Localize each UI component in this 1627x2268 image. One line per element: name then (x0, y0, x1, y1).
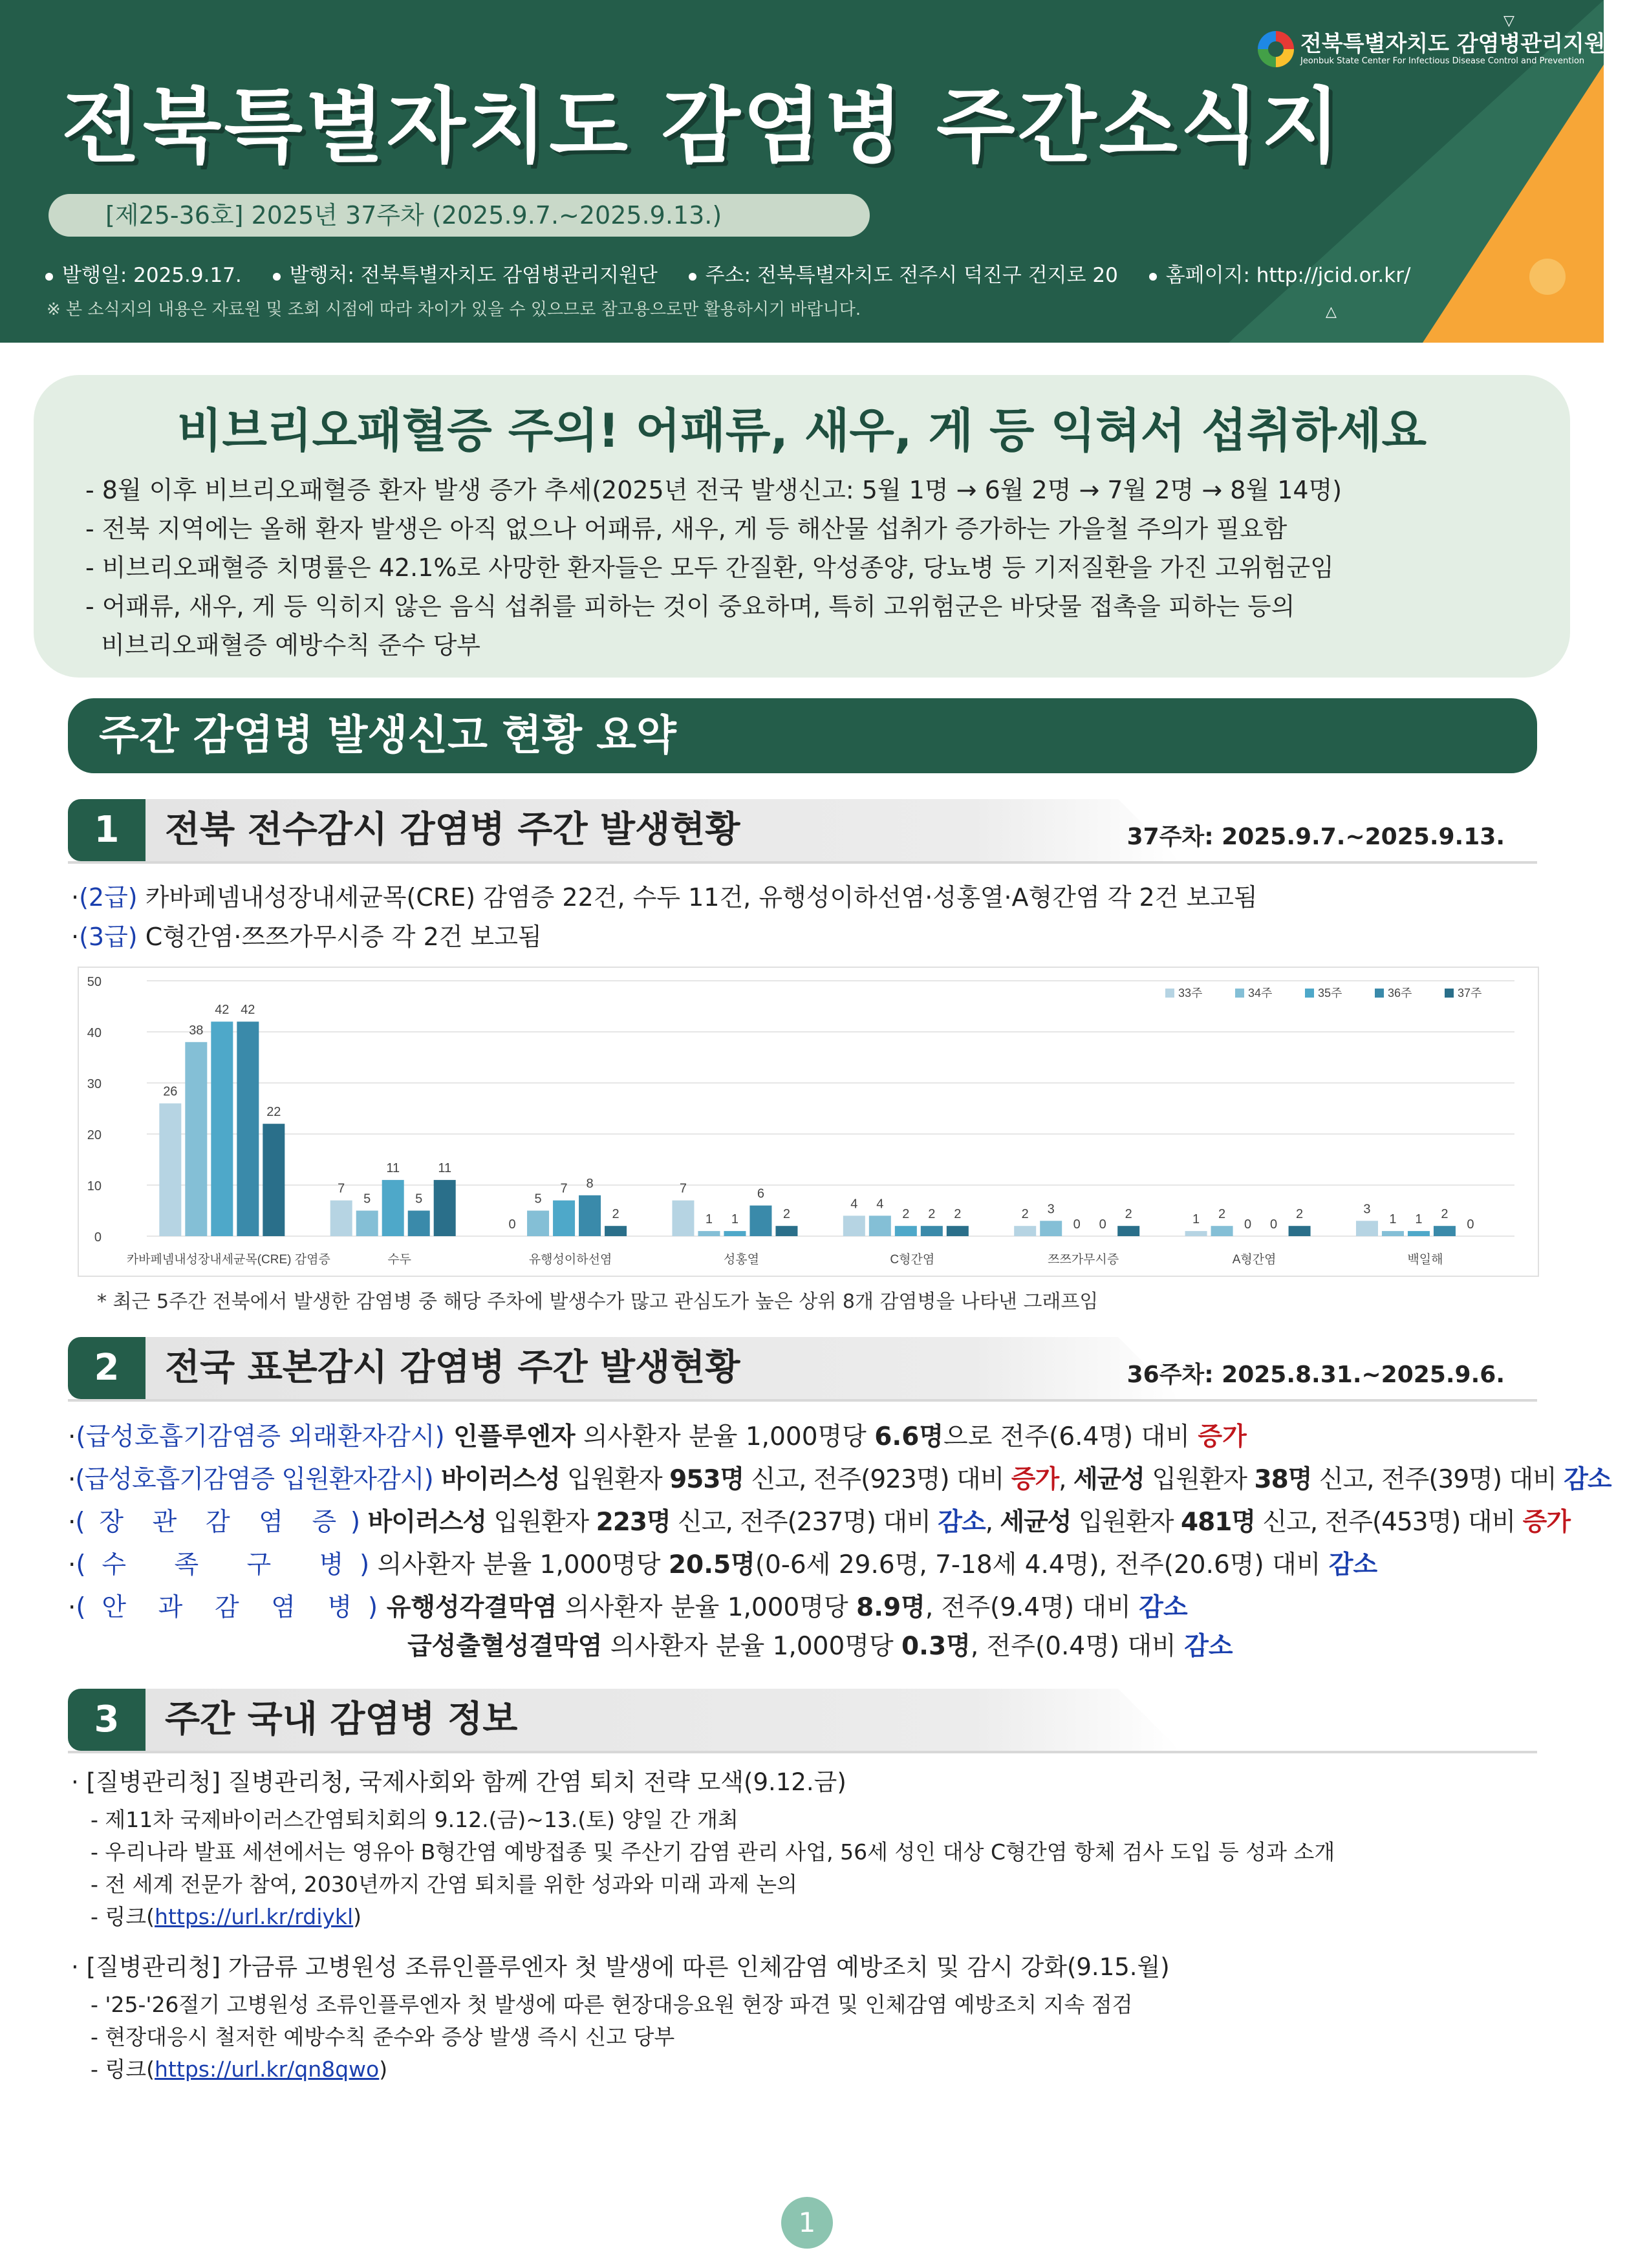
alert-list (85, 471, 1342, 665)
surveillance-tag: ( 수 족 구 병 ) (76, 1550, 370, 1579)
y-tick-label: 40 (87, 1026, 102, 1040)
bar-value-label: 2 (612, 1207, 620, 1222)
chart-bar (749, 1206, 771, 1236)
section-3-header (68, 1689, 1537, 1751)
chart-bar (1408, 1231, 1430, 1236)
legend-swatch (1305, 989, 1314, 998)
legend-label: 35주 (1318, 987, 1342, 1000)
x-category-label: 백일해 (1407, 1253, 1443, 1267)
bar-value-label: 2 (782, 1207, 791, 1222)
news-2-headline: · [질병관리청] 가금류 고병원성 조류인플루엔자 첫 발생에 따른 인체감염 예방조치 및 감시 강화(9.15.월) (71, 1953, 1170, 1981)
section-number: 2 (68, 1337, 145, 1399)
bar-value-label: 11 (386, 1161, 400, 1176)
chart-bar (895, 1226, 917, 1236)
chart-bar (1014, 1226, 1036, 1236)
trend-increase: 증가 (1011, 1465, 1059, 1494)
legend-swatch (1375, 989, 1384, 998)
section-week: 37주차: 2025.9.7.~2025.9.13. (1126, 824, 1505, 850)
bar-value-label: 8 (586, 1176, 594, 1191)
surveillance-tag: (급성호흡기감염증 입원환자감시) (75, 1465, 433, 1494)
x-category-label: C형간염 (890, 1253, 935, 1267)
chart-bar (672, 1201, 694, 1236)
weekly-cases-bar-chart (78, 967, 1539, 1277)
bar-value-label: 5 (534, 1192, 542, 1206)
chart-footnote: * 최근 5주간 전북에서 발생한 감염병 중 해당 주차에 발생수가 많고 관심도가 높은 상위 8개 감염병을 나타낸 그래프임 (97, 1290, 1099, 1313)
grade-2-tag: (2급) (79, 883, 138, 912)
bar-value-label: 42 (241, 1003, 255, 1018)
chart-bar (1289, 1226, 1311, 1236)
chart-bar (330, 1201, 352, 1236)
header-orange-decoration (1423, 65, 1604, 343)
section-2-header (68, 1337, 1537, 1399)
surveillance-tag: ( 안 과 감 염 병 ) (76, 1593, 378, 1622)
surveillance-row-eye: ·( 안 과 감 염 병 ) 유행성각결막염 의사환자 분율 1,000명당 8.9명, 전주(9.4명) 대비 감소 (68, 1590, 1188, 1625)
header-circle-decoration (1529, 259, 1566, 295)
bar-value-label: 0 (1099, 1217, 1106, 1232)
bar-value-label: 7 (338, 1181, 345, 1196)
x-category-label: 카바페넴내성장내세균목(CRE) 감염증 (126, 1253, 330, 1267)
news-2-link-line: - 링크(https://url.kr/qn8qwo) (91, 2057, 388, 2082)
section-title: 전북 전수감시 감염병 주간 발생현황 (165, 809, 740, 851)
bar-value-label: 0 (1270, 1217, 1278, 1232)
bar-value-label: 5 (363, 1192, 371, 1206)
section-1-header (68, 799, 1537, 861)
meta-homepage (1149, 264, 1411, 287)
bar-value-label: 2 (902, 1207, 910, 1222)
bar-value-label: 7 (679, 1181, 687, 1196)
chart-bar (553, 1201, 575, 1236)
surveillance-row-respiratory-inpatient: ·(급성호흡기감염증 입원환자감시) 바이러스성 입원환자 953명 신고, 전주(923명) 대비 증가, 세균성 입원환자 38명 신고, 전주(39명) 대비 감소 (68, 1462, 1611, 1497)
news-1-link-line: - 링크(https://url.kr/rdiykl) (91, 1904, 362, 1929)
news-2-item: - '25-'26절기 고병원성 조류인플루엔자 첫 발생에 따른 현장대응요원 현장 파견 및 인체감염 예방조치 지속 점검 (91, 1992, 1133, 2017)
legend-swatch (1445, 989, 1454, 998)
bar-value-label: 4 (850, 1197, 858, 1212)
chart-bar (869, 1215, 891, 1236)
section-week: 36주차: 2025.8.31.~2025.9.6. (1126, 1362, 1505, 1388)
page-number: 1 (781, 2197, 833, 2249)
legend-label: 37주 (1458, 987, 1482, 1000)
chart-bar (698, 1231, 720, 1236)
chart-bar (185, 1042, 207, 1236)
trend-decrease: 감소 (1328, 1550, 1378, 1579)
bar-value-label: 1 (731, 1212, 739, 1227)
bar-value-label: 1 (1415, 1212, 1423, 1227)
news-1-link[interactable]: https://url.kr/rdiykl (155, 1904, 354, 1929)
chart-bar (159, 1104, 181, 1236)
chart-bar (579, 1195, 601, 1236)
section-underline (68, 1751, 1537, 1753)
bar-value-label: 0 (1467, 1217, 1474, 1232)
section-number: 1 (68, 799, 145, 861)
chart-bar (947, 1226, 969, 1236)
bar-value-label: 22 (266, 1105, 281, 1120)
chart-bar (263, 1124, 285, 1236)
news-1-item: - 전 세계 전문가 참여, 2030년까지 간염 퇴치를 위한 성과와 미래 과제 논의 (91, 1872, 797, 1897)
trend-decrease: 감소 (938, 1508, 986, 1537)
sec1-line-2: ·(3급) C형간염·쯔쯔가무시증 각 2건 보고됨 (71, 923, 542, 951)
grade-2-text: 카바페넴내성장내세균목(CRE) 감염증 22건, 수두 11건, 유행성이하선염·성홍열·A형간염 각 2건 보고됨 (137, 883, 1258, 912)
surveillance-row-influenza: ·(급성호흡기감염증 외래환자감시) 인플루엔자 의사환자 분율 1,000명당 6.6명으로 전주(6.4명) 대비 증가 (68, 1420, 1247, 1455)
section-title: 주간 국내 감염병 정보 (165, 1698, 518, 1740)
bar-value-label: 11 (438, 1161, 452, 1176)
news-2-item: - 현장대응시 철저한 예방수칙 준수와 증상 발생 즉시 신고 당부 (91, 2024, 675, 2049)
section-underline (68, 861, 1537, 864)
bar-value-label: 2 (954, 1207, 962, 1222)
grade-3-tag: (3급) (79, 923, 138, 951)
surveillance-tag: (급성호흡기감염증 외래환자감시) (76, 1422, 445, 1451)
chart-bar (775, 1226, 797, 1236)
bar-value-label: 7 (560, 1181, 568, 1196)
header-banner (0, 0, 1627, 343)
triangle-icon: ▽ (1503, 13, 1514, 29)
news-2-link[interactable]: https://url.kr/qn8qwo (155, 2057, 380, 2082)
alert-item: - 전북 지역에는 올해 환자 발생은 아직 없으나 어패류, 새우, 게 등 해산물 섭취가 증가하는 가을철 주의가 필요함 (85, 515, 1288, 543)
chart-bar (382, 1180, 404, 1236)
logo-name: 전북특별자치도 감염병관리지원단 (1300, 31, 1627, 57)
bar-value-label: 26 (163, 1084, 178, 1099)
chart-bar (211, 1022, 233, 1236)
legend-swatch (1165, 989, 1174, 998)
surveillance-tag: ( 장 관 감 염 증 ) (75, 1508, 360, 1537)
bar-value-label: 4 (876, 1197, 884, 1212)
trend-increase: 증가 (1198, 1422, 1247, 1451)
alert-box (34, 375, 1570, 678)
bar-value-label: 2 (1021, 1207, 1029, 1222)
news-1-headline: · [질병관리청] 질병관리청, 국제사회와 함께 간염 퇴치 전략 모색(9.12.금) (71, 1768, 846, 1796)
x-category-label: A형간염 (1232, 1253, 1277, 1267)
y-tick-label: 50 (87, 975, 102, 989)
news-1-item: - 우리나라 발표 세션에서는 영유아 B형간염 예방접종 및 주산기 감염 관리 사업, 56세 성인 대상 C형간염 항체 검사 도입 등 성과 소개 (91, 1839, 1335, 1865)
legend-label: 36주 (1388, 987, 1412, 1000)
summary-section-title: 주간 감염병 발생신고 현황 요약 (68, 698, 1537, 773)
issue-number: [제25-36호] 2025년 37주차 (2025.9.7.~2025.9.13.) (48, 194, 870, 237)
news-1-item: - 제11차 국제바이러스간염퇴치회의 9.12.(금)~13.(토) 양일 간 개최 (91, 1807, 738, 1832)
chart-bar (356, 1211, 378, 1237)
chart-bar (921, 1226, 943, 1236)
x-category-label: 유행성이하선염 (528, 1253, 612, 1267)
x-category-label: 쯔쯔가무시증 (1048, 1253, 1119, 1267)
legend-label: 34주 (1248, 987, 1273, 1000)
chart-bar (527, 1211, 549, 1237)
triangle-icon: △ (1326, 304, 1337, 320)
chart-bar (1434, 1226, 1456, 1236)
bar-value-label: 2 (1218, 1207, 1226, 1222)
trend-decrease: 감소 (1564, 1465, 1611, 1494)
bar-value-label: 0 (1073, 1217, 1081, 1232)
chart-bar (843, 1215, 865, 1236)
bar-value-label: 2 (1125, 1207, 1132, 1222)
grade-3-text: C형간염·쯔쯔가무시증 각 2건 보고됨 (137, 923, 542, 951)
y-tick-label: 20 (87, 1128, 102, 1142)
chart-bar (1382, 1231, 1404, 1236)
bar-value-label: 42 (215, 1003, 230, 1018)
bar-value-label: 0 (508, 1217, 516, 1232)
chart-bar (605, 1226, 627, 1236)
y-tick-label: 30 (87, 1077, 102, 1091)
disclaimer-note: ※ 본 소식지의 내용은 자료원 및 조회 시점에 따라 차이가 있을 수 있으므로 참고용으로만 활용하시기 바랍니다. (47, 300, 861, 319)
bar-value-label: 1 (1389, 1212, 1397, 1227)
y-tick-label: 0 (94, 1230, 102, 1245)
bar-value-label: 38 (189, 1023, 204, 1038)
bar-value-label: 6 (757, 1186, 765, 1201)
meta-address: 주소: 전북특별자치도 전주시 덕진구 건지로 20 (689, 264, 1118, 287)
meta-date: 발행일: 2025.9.17. (45, 264, 242, 287)
sec1-line-1: ·(2급) 카바페넴내성장내세균목(CRE) 감염증 22건, 수두 11건, 유행성이하선염·성홍열·A형간염 각 2건 보고됨 (71, 883, 1258, 912)
alert-item: - 비브리오패혈증 치명률은 42.1%로 사망한 환자들은 모두 간질환, 악성종양, 당뇨병 등 기저질환을 가진 고위험군임 (85, 553, 1334, 582)
surveillance-row-eye-2: 급성출혈성결막염 의사환자 분율 1,000명당 0.3명, 전주(0.4명) 대비 감소 (407, 1632, 1233, 1661)
logo-subtitle: Jeonbuk State Center For Infectious Disease Control and Prevention (1300, 56, 1585, 66)
chart-bar (1356, 1221, 1378, 1236)
bar-value-label: 2 (928, 1207, 936, 1222)
x-category-label: 성홍열 (723, 1253, 759, 1267)
section-underline (68, 1399, 1537, 1402)
x-category-label: 수두 (387, 1253, 412, 1267)
bar-value-label: 1 (705, 1212, 713, 1227)
legend-swatch (1235, 989, 1244, 998)
chart-bar (408, 1211, 430, 1237)
chart-bar (1117, 1226, 1139, 1236)
chart-bar (724, 1231, 746, 1236)
bar-value-label: 2 (1441, 1207, 1449, 1222)
legend-label: 33주 (1178, 987, 1203, 1000)
chart-svg (79, 968, 1538, 1276)
chart-bar (1211, 1226, 1233, 1236)
trend-decrease: 감소 (1139, 1593, 1188, 1622)
trend-increase: 증가 (1522, 1508, 1570, 1537)
newsletter-title: 전북특별자치도 감염병 주간소식지 (61, 79, 1343, 174)
bar-value-label: 3 (1047, 1202, 1055, 1217)
section-title: 전국 표본감시 감염병 주간 발생현황 (165, 1347, 740, 1389)
meta-publisher: 발행처: 전북특별자치도 감염병관리지원단 (273, 264, 658, 287)
y-tick-label: 10 (87, 1179, 102, 1193)
bar-value-label: 0 (1244, 1217, 1252, 1232)
bar-value-label: 3 (1363, 1202, 1371, 1217)
alert-item: 비브리오패혈증 예방수칙 준수 당부 (85, 631, 481, 659)
surveillance-row-enteric: ·( 장 관 감 염 증 ) 바이러스성 입원환자 223명 신고, 전주(237명) 대비 감소, 세균성 입원환자 481명 신고, 전주(453명) 대비 증가 (68, 1505, 1570, 1540)
homepage-link[interactable]: 홈페이지: http://jcid.or.kr/ (1165, 264, 1411, 287)
chart-bar (434, 1180, 456, 1236)
alert-item: - 어패류, 새우, 게 등 익히지 않은 음식 섭취를 피하는 것이 중요하며, 특히 고위험군은 바닷물 접촉을 피하는 등의 (85, 592, 1295, 621)
publication-meta (45, 259, 1410, 288)
bar-value-label: 5 (415, 1192, 423, 1206)
trend-decrease: 감소 (1184, 1632, 1233, 1661)
section-number: 3 (68, 1689, 145, 1751)
chart-bar (1040, 1221, 1062, 1236)
alert-item: - 8월 이후 비브리오패혈증 환자 발생 증가 추세(2025년 전국 발생신고: 5월 1명 → 6월 2명 → 7월 2명 → 8월 14명) (85, 476, 1342, 504)
chart-bar (1185, 1231, 1207, 1236)
alert-title: 비브리오패혈증 주의! 어패류, 새우, 게 등 익혀서 섭취하세요 (177, 403, 1427, 458)
bar-value-label: 2 (1296, 1207, 1304, 1222)
chart-bar (237, 1022, 259, 1236)
surveillance-row-hfmd: ·( 수 족 구 병 ) 의사환자 분율 1,000명당 20.5명(0-6세 29.6명, 7-18세 4.4명), 전주(20.6명) 대비 감소 (68, 1548, 1377, 1583)
bar-value-label: 1 (1192, 1212, 1200, 1227)
